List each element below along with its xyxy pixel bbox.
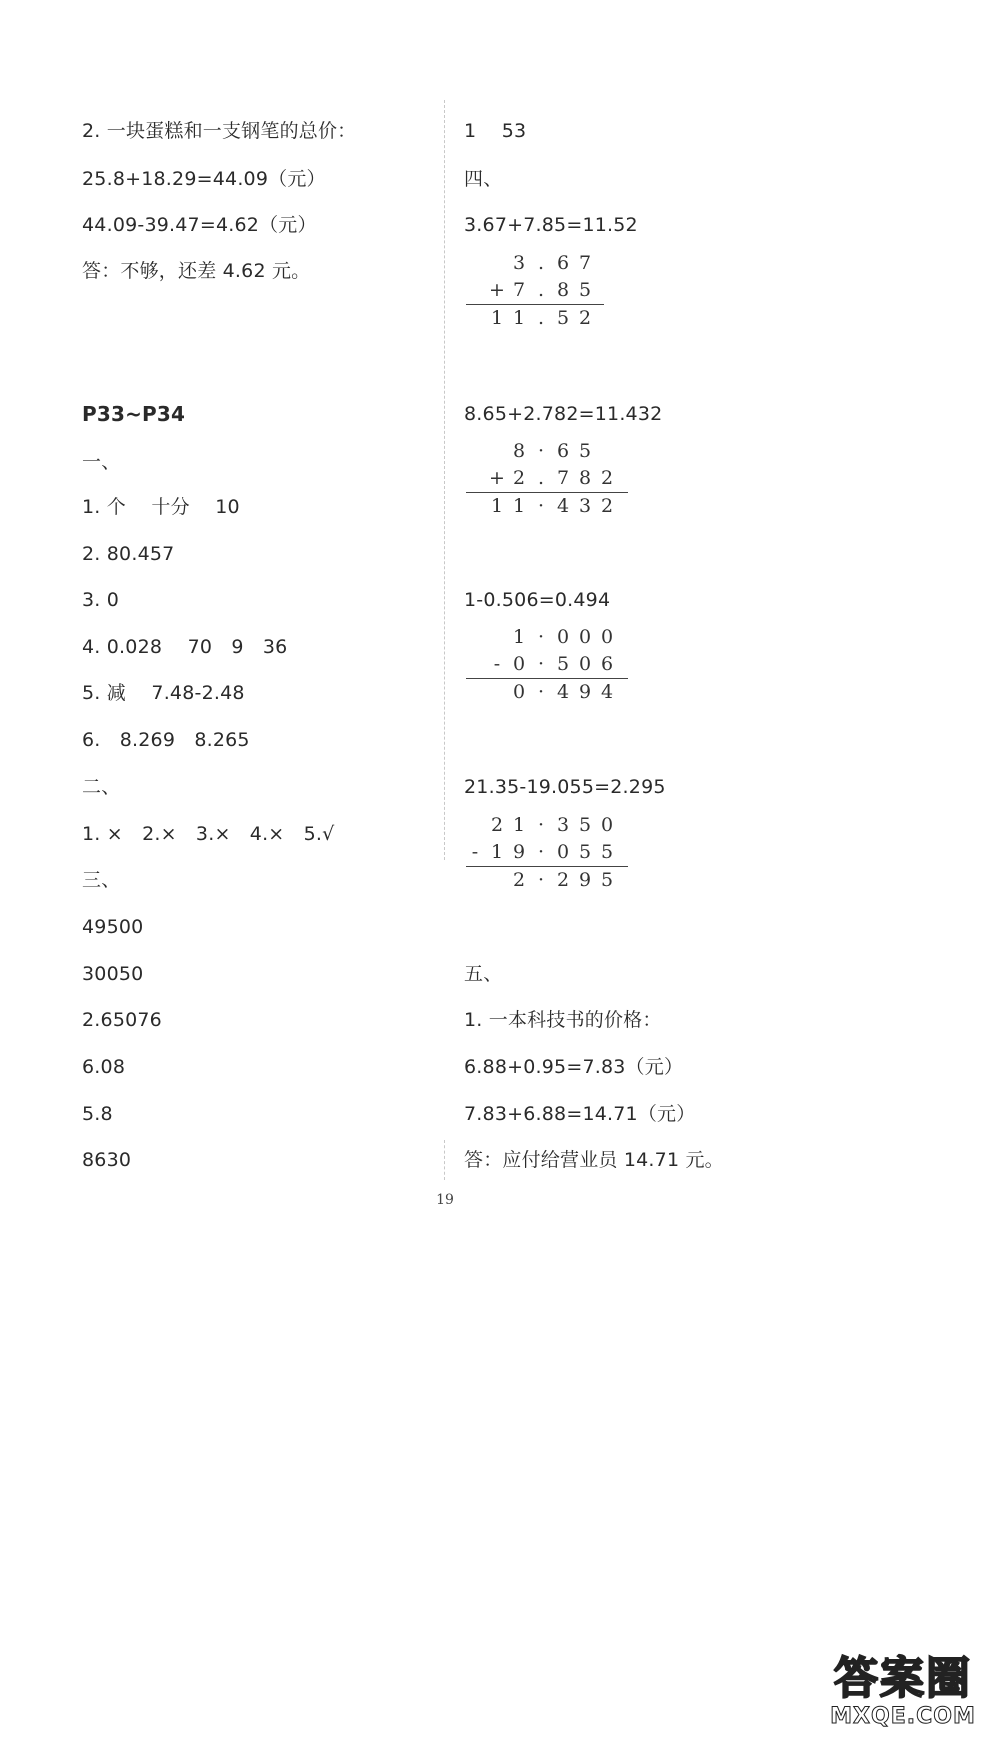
q2-title: 2. 一块蛋糕和一支钢笔的总价： bbox=[82, 120, 357, 142]
digit: · bbox=[537, 440, 545, 462]
part-1-item: 4. 0.028 70 9 36 bbox=[82, 636, 288, 658]
digit: 7 bbox=[556, 467, 570, 489]
part-5-heading: 五、 bbox=[464, 963, 503, 985]
digit: 9 bbox=[578, 681, 592, 703]
part-4-heading: 四、 bbox=[464, 168, 503, 190]
calc-rule bbox=[466, 304, 604, 305]
digit: 2 bbox=[490, 814, 504, 836]
part-1-item: 1. 个 十分 10 bbox=[82, 496, 240, 518]
digit: 5 bbox=[578, 279, 592, 301]
part-3-item: 30050 bbox=[82, 963, 144, 985]
part-1-heading: 一、 bbox=[82, 451, 121, 473]
digit: · bbox=[537, 495, 545, 517]
digit: 0 bbox=[600, 814, 614, 836]
digit: 1 bbox=[512, 626, 526, 648]
digit: 7 bbox=[578, 252, 592, 274]
digit: 0 bbox=[578, 653, 592, 675]
digit: - bbox=[471, 841, 479, 863]
digit: · bbox=[537, 653, 545, 675]
digit: 2 bbox=[556, 869, 570, 891]
q1-equation-1: 6.88+0.95=7.83（元） bbox=[464, 1056, 684, 1078]
q2-equation-2: 44.09-39.47=4.62（元） bbox=[82, 214, 317, 236]
digit: 4 bbox=[556, 495, 570, 517]
q2-equation-1: 25.8+18.29=44.09（元） bbox=[82, 168, 326, 190]
digit: 0 bbox=[512, 653, 526, 675]
vertical-calc-3 bbox=[466, 626, 636, 706]
digit: 2 bbox=[578, 307, 592, 329]
part-3-heading: 三、 bbox=[82, 869, 121, 891]
digit: . bbox=[537, 307, 545, 329]
calc-rule bbox=[466, 492, 628, 493]
digit: 5 bbox=[556, 307, 570, 329]
part-3-item: 2.65076 bbox=[82, 1009, 162, 1031]
column-divider-bottom bbox=[444, 1140, 445, 1180]
digit: . bbox=[537, 467, 545, 489]
part-1-item: 2. 80.457 bbox=[82, 543, 175, 565]
vertical-calc-4 bbox=[466, 814, 636, 894]
digit: 8 bbox=[578, 467, 592, 489]
digit: 0 bbox=[578, 626, 592, 648]
calc-rule bbox=[466, 678, 628, 679]
q1-answer: 答：应付给营业员 14.71 元。 bbox=[464, 1149, 724, 1171]
part-1-item: 5. 减 7.48-2.48 bbox=[82, 682, 245, 704]
digit: · bbox=[537, 681, 545, 703]
calc-2-equation: 8.65+2.782=11.432 bbox=[464, 403, 663, 425]
watermark-logo bbox=[828, 1642, 978, 1742]
q1-title: 1. 一本科技书的价格： bbox=[464, 1009, 662, 1031]
digit: . bbox=[537, 252, 545, 274]
digit: 3 bbox=[556, 814, 570, 836]
calc-4-equation: 21.35-19.055=2.295 bbox=[464, 776, 666, 798]
digit: 9 bbox=[578, 869, 592, 891]
digit: 5 bbox=[578, 841, 592, 863]
digit: 9 bbox=[512, 841, 526, 863]
part-2-items: 1. × 2.× 3.× 4.× 5.√ bbox=[82, 823, 335, 845]
digit: 0 bbox=[600, 626, 614, 648]
digit: 6 bbox=[556, 440, 570, 462]
digit: 1 bbox=[512, 307, 526, 329]
column-divider bbox=[444, 100, 445, 860]
digit: 0 bbox=[512, 681, 526, 703]
digit: 6 bbox=[600, 653, 614, 675]
digit: 5 bbox=[578, 814, 592, 836]
q1-equation-2: 7.83+6.88=14.71（元） bbox=[464, 1103, 696, 1125]
digit: 2 bbox=[512, 467, 526, 489]
digit: 2 bbox=[512, 869, 526, 891]
digit: . bbox=[537, 279, 545, 301]
digit: · bbox=[537, 841, 545, 863]
digit: 5 bbox=[600, 869, 614, 891]
digit: 4 bbox=[600, 681, 614, 703]
part-2-heading: 二、 bbox=[82, 776, 121, 798]
digit: + bbox=[489, 279, 505, 301]
digit: 4 bbox=[556, 681, 570, 703]
digit: 5 bbox=[556, 653, 570, 675]
digit: 3 bbox=[578, 495, 592, 517]
part-1-item: 3. 0 bbox=[82, 589, 120, 611]
part-3-item: 49500 bbox=[82, 916, 144, 938]
digit: 6 bbox=[556, 252, 570, 274]
digit: 1 bbox=[512, 814, 526, 836]
digit: 3 bbox=[512, 252, 526, 274]
q2-answer: 答：不够，还差 4.62 元。 bbox=[82, 260, 311, 282]
digit: 0 bbox=[556, 626, 570, 648]
vertical-calc-1 bbox=[466, 252, 616, 332]
top-line: 1 53 bbox=[464, 120, 527, 142]
digit: · bbox=[537, 814, 545, 836]
watermark-brand: 答案圈 bbox=[834, 1653, 972, 1704]
part-3-item: 6.08 bbox=[82, 1056, 126, 1078]
calc-3-equation: 1-0.506=0.494 bbox=[464, 589, 611, 611]
digit: - bbox=[493, 653, 501, 675]
calc-rule bbox=[466, 866, 628, 867]
digit: · bbox=[537, 626, 545, 648]
digit: 0 bbox=[556, 841, 570, 863]
digit: 1 bbox=[490, 307, 504, 329]
digit: 1 bbox=[490, 841, 504, 863]
watermark-url: MXQE.COM bbox=[830, 1704, 976, 1729]
digit: 1 bbox=[490, 495, 504, 517]
calc-1-equation: 3.67+7.85=11.52 bbox=[464, 214, 638, 236]
digit: 2 bbox=[600, 495, 614, 517]
digit: · bbox=[537, 869, 545, 891]
digit: 8 bbox=[512, 440, 526, 462]
page-number: 19 bbox=[436, 1192, 454, 1208]
digit: 7 bbox=[512, 279, 526, 301]
part-1-item: 6. 8.269 8.265 bbox=[82, 729, 250, 751]
vertical-calc-2 bbox=[466, 440, 636, 520]
digit: 5 bbox=[578, 440, 592, 462]
digit: 2 bbox=[600, 467, 614, 489]
digit: 5 bbox=[600, 841, 614, 863]
digit: 1 bbox=[512, 495, 526, 517]
part-3-item: 5.8 bbox=[82, 1103, 113, 1125]
digit: 8 bbox=[556, 279, 570, 301]
section-heading: P33~P34 bbox=[82, 402, 186, 426]
digit: + bbox=[489, 467, 505, 489]
part-3-item: 8630 bbox=[82, 1149, 132, 1171]
